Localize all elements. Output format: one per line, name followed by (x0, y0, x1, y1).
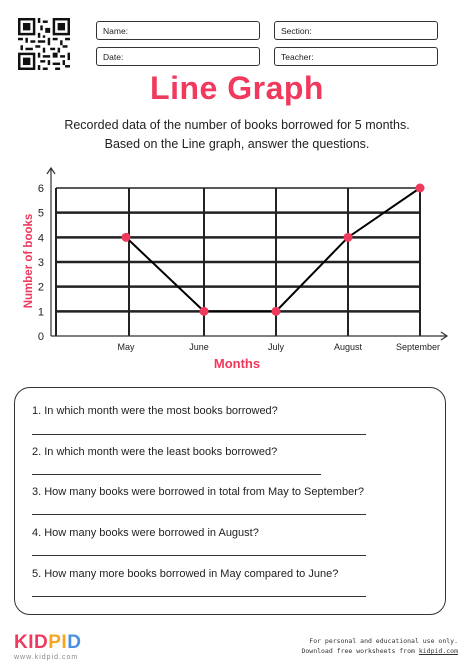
answer-line-3[interactable] (32, 514, 366, 515)
y-tick-label: 5 (37, 207, 44, 220)
download-note: Download free worksheets from kidpid.com (301, 647, 458, 655)
kidpid-link[interactable]: kidpid.com (418, 647, 458, 655)
usage-note: For personal and educational use only. (309, 637, 458, 645)
answer-line-5[interactable] (32, 596, 366, 597)
site-url: www.kidpid.com (14, 654, 79, 661)
line-chart (0, 160, 474, 380)
question-3: 3. How many books were borrowed in total from May to September? (32, 486, 364, 498)
series-markers (122, 184, 425, 316)
y-tick-label: 3 (37, 257, 44, 269)
y-tick-label: 4 (37, 232, 44, 245)
answer-line-1[interactable] (32, 434, 366, 435)
x-tick-label: September (395, 342, 441, 352)
instructions-line-1: Recorded data of the number of books borrowed for 5 months. (64, 118, 410, 132)
teacher-field[interactable]: Teacher: (274, 47, 438, 66)
name-field[interactable]: Name: (96, 21, 260, 40)
answer-line-4[interactable] (32, 555, 366, 556)
y-tick-label: 0 (37, 331, 44, 343)
y-tick-label: 6 (37, 183, 44, 195)
questions-box (14, 387, 446, 615)
x-tick-label: June (189, 342, 209, 352)
question-1: 1. In which month were the most books borrowed? (32, 405, 278, 417)
page-title: Line Graph (150, 70, 324, 106)
kidpid-logo: KIDPID (14, 632, 82, 653)
chart-grid (56, 188, 420, 336)
question-2: 2. In which month were the least books borrowed? (32, 446, 278, 458)
x-axis-label: Months (213, 356, 261, 371)
answer-line-2[interactable] (32, 474, 321, 475)
y-tick-labels (38, 183, 44, 343)
series-line (126, 188, 420, 311)
x-tick-labels (117, 342, 440, 352)
data-point (344, 233, 353, 242)
y-tick-label: 2 (37, 281, 44, 294)
y-axis-label: Number of books (23, 213, 35, 309)
data-point (122, 233, 131, 242)
chart-axes (47, 168, 447, 340)
section-field[interactable]: Section: (274, 21, 438, 40)
data-point (272, 307, 281, 316)
data-point (200, 307, 209, 316)
date-field[interactable]: Date: (96, 47, 260, 66)
qr-code-icon (18, 18, 70, 70)
question-4: 4. How many books were borrowed in August? (32, 527, 259, 539)
question-5: 5. How many more books borrowed in May compared to June? (32, 568, 339, 580)
x-tick-label: August (333, 342, 363, 352)
y-tick-label: 1 (37, 306, 44, 319)
instructions-line-2: Based on the Line graph, answer the questions. (104, 137, 370, 151)
data-point (416, 184, 425, 193)
x-tick-label: May (117, 342, 135, 352)
x-tick-label: July (267, 342, 285, 352)
